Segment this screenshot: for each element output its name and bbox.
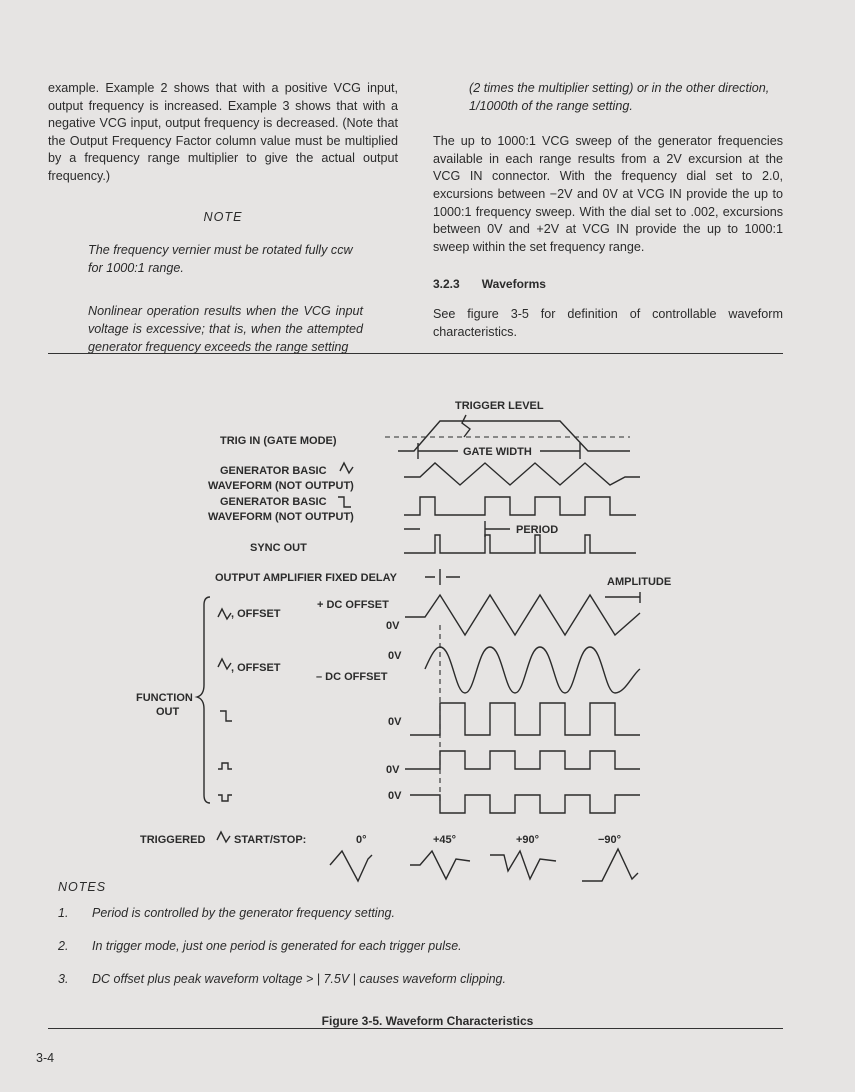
gen-basic-tri-label-2: WAVEFORM (NOT OUTPUT)	[208, 480, 354, 492]
plus-dc-offset-label: + DC OFFSET	[317, 599, 389, 611]
divider	[48, 353, 783, 354]
square-wave-icon	[220, 711, 232, 721]
amplitude-label: AMPLITUDE	[607, 576, 672, 588]
trigger-level-label: TRIGGER LEVEL	[455, 400, 544, 412]
period-marker	[404, 521, 510, 537]
note-item	[58, 939, 506, 953]
phase-label: +90°	[516, 834, 540, 846]
phase-0-waveform	[330, 851, 372, 881]
body-paragraph: example. Example 2 shows that with a positive VCG input, output frequency is increased. Example 3 shows that with a negative VCG input, output frequency is decreased. (Note that the Output Frequency Factor column value must be multiplied by a frequency range multiplier to give the actual output frequency.)	[48, 81, 398, 183]
note-continuation: (2 times the multiplier setting) or in the other direction, 1/1000th of the range setting.	[469, 81, 770, 113]
triggered-label: TRIGGERED	[140, 834, 206, 846]
start-stop-label: START/STOP:	[234, 834, 307, 846]
sine-offset-waveform	[425, 647, 640, 693]
zero-v-label: 0V	[386, 620, 400, 632]
note-item	[58, 906, 506, 920]
note-number: 1.	[58, 906, 69, 920]
sync-out-waveform	[404, 535, 636, 553]
square-waveform	[404, 497, 636, 515]
note-text: The frequency vernier must be rotated fully ccw for 1000:1 range.	[88, 243, 353, 275]
function-out-brace	[197, 597, 210, 803]
gate-width-label: GATE WIDTH	[463, 446, 532, 458]
section-heading	[433, 276, 783, 294]
minus-dc-offset-label: – DC OFFSET	[316, 671, 388, 683]
note-text: Nonlinear operation results when the VCG input voltage is excessive; that is, when the attempted generator frequency exceeds the range setting	[88, 304, 363, 354]
zero-v-label: 0V	[386, 764, 400, 776]
divider	[48, 1028, 783, 1029]
figure-caption: Figure 3-5. Waveform Characteristics	[321, 1014, 534, 1028]
triangle-wave-icon	[340, 463, 353, 473]
section-title: Waveforms	[481, 277, 546, 292]
triangle-wave-icon	[218, 609, 231, 619]
zero-v-label: 0V	[388, 650, 402, 662]
body-paragraph: See figure 3-5 for definition of controllable waveform characteristics.	[433, 306, 783, 339]
triangle-wave-icon	[217, 832, 230, 842]
phase-label: 0°	[356, 834, 367, 846]
gen-basic-sq-label: GENERATOR BASIC	[220, 496, 327, 508]
function-out-label-2: OUT	[156, 706, 180, 718]
phase-45-waveform	[410, 851, 470, 879]
zero-v-label: 0V	[388, 790, 402, 802]
gen-basic-sq-label-2: WAVEFORM (NOT OUTPUT)	[208, 511, 354, 523]
trigger-level-arrow	[462, 415, 470, 437]
note-text: Period is controlled by the generator frequency setting.	[92, 906, 395, 920]
phase-90-waveform	[490, 851, 556, 879]
note-number: 3.	[58, 972, 69, 986]
sync-out-label: SYNC OUT	[250, 542, 307, 554]
notes-heading: NOTES	[58, 880, 107, 894]
positive-pulse-icon	[218, 763, 232, 769]
body-paragraph: The up to 1000:1 VCG sweep of the generator frequencies available in each range results from a 2V excursion at the VCG IN connector. With the frequency dial set to 2.0, excursions between −2V and 0V at VCG IN provide the up to 1000:1 frequency sweep. With the dial set to .002, excursions between 0V and +2V at VCG IN provide the up to 1000:1 sweep within the set frequency range.	[433, 134, 783, 254]
note-number: 2.	[58, 939, 69, 953]
output-delay-label: OUTPUT AMPLIFIER FIXED DELAY	[215, 572, 397, 584]
zero-v-label: 0V	[388, 716, 402, 728]
phase-minus90-waveform	[582, 849, 638, 881]
note-item	[58, 972, 506, 986]
note-text: DC offset plus peak waveform voltage > | 7.5V | causes waveform clipping.	[92, 972, 506, 986]
note-text: In trigger mode, just one period is generated for each trigger pulse.	[92, 939, 462, 953]
period-label: PERIOD	[516, 524, 559, 536]
square-output-waveform	[410, 703, 640, 735]
waveform-figure	[0, 385, 855, 905]
delay-marker	[425, 569, 460, 585]
left-column	[48, 80, 398, 356]
positive-pulse-waveform	[405, 751, 640, 769]
function-out-label: FUNCTION	[136, 692, 193, 704]
square-wave-icon	[338, 497, 351, 507]
offset-label: , OFFSET	[231, 608, 281, 620]
trig-in-label: TRIG IN (GATE MODE)	[220, 435, 337, 447]
figure-notes	[58, 880, 506, 1005]
gen-basic-tri-label: GENERATOR BASIC	[220, 465, 327, 477]
offset-label: , OFFSET	[231, 662, 281, 674]
note-heading: NOTE	[203, 209, 243, 224]
negative-pulse-waveform	[410, 795, 640, 813]
right-column	[433, 80, 783, 341]
phase-label: −90°	[598, 834, 622, 846]
phase-label: +45°	[433, 834, 457, 846]
amplitude-marker	[605, 592, 640, 603]
page-number: 3-4	[36, 1051, 55, 1065]
section-number: 3.2.3	[433, 277, 460, 292]
triangle-waveform	[404, 463, 640, 485]
triangle-wave-icon	[218, 659, 231, 669]
negative-pulse-icon	[218, 795, 232, 801]
